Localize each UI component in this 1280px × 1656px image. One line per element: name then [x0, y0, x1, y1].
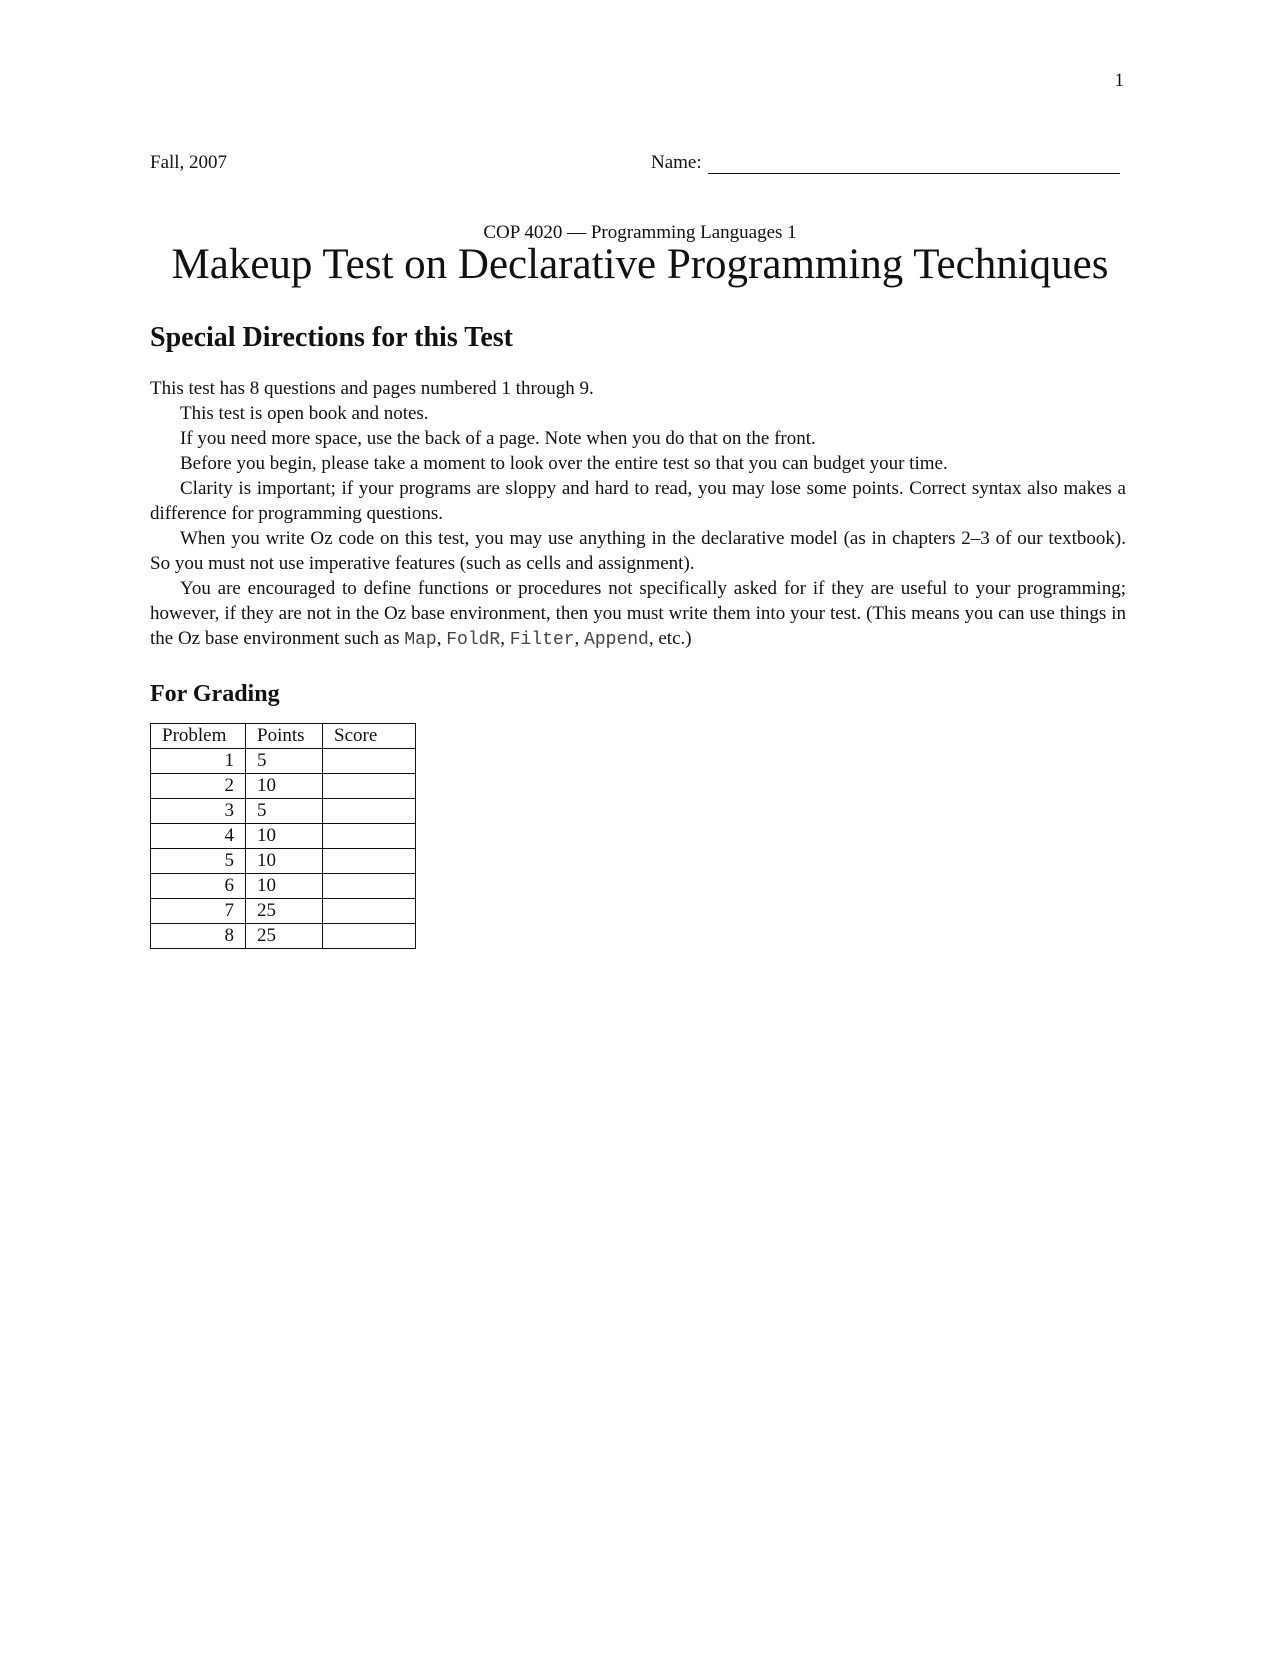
score-cell[interactable] [323, 874, 416, 899]
score-cell[interactable] [323, 824, 416, 849]
problem-cell: 3 [151, 799, 246, 824]
code-filter: Filter [509, 630, 575, 650]
column-header-points: Points [246, 724, 323, 749]
directions-paragraph-4: Before you begin, please take a moment to look over the entire test so that you can budget your time. [180, 453, 948, 474]
score-cell[interactable] [323, 799, 416, 824]
score-cell[interactable] [323, 924, 416, 949]
problem-cell: 4 [151, 824, 246, 849]
page-title: Makeup Test on Declarative Programming Techniques [171, 241, 1109, 288]
column-header-problem: Problem [151, 724, 246, 749]
table-row [151, 774, 416, 799]
table-row [151, 899, 416, 924]
name-blank-line [708, 155, 1120, 174]
points-cell: 5 [246, 749, 323, 774]
table-row [151, 799, 416, 824]
header-row [150, 152, 1126, 178]
directions-paragraph-2: This test is open book and notes. [180, 403, 429, 424]
column-header-score: Score [323, 724, 416, 749]
problem-cell: 8 [151, 924, 246, 949]
separator: , [500, 628, 510, 649]
directions-paragraph-7-end: , etc.) [648, 628, 692, 649]
course-subtitle: COP 4020 — Programming Languages 1 [483, 222, 797, 243]
table-row [151, 824, 416, 849]
separator: , [574, 628, 585, 649]
code-map: Map [404, 630, 437, 650]
points-cell: 10 [246, 774, 323, 799]
problem-cell: 1 [151, 749, 246, 774]
directions-paragraph-1: This test has 8 questions and pages numbered 1 through 9. [150, 378, 594, 399]
score-cell[interactable] [323, 749, 416, 774]
score-cell[interactable] [323, 774, 416, 799]
directions-paragraph-3: If you need more space, use the back of a page. Note when you do that on the front. [180, 428, 816, 449]
grading-header-row [151, 724, 416, 749]
score-cell[interactable] [323, 899, 416, 924]
directions-paragraph-6: When you write Oz code on this test, you may use anything in the declarative model (as in chapters 2–3 of our textbook). So you must not use imperative features (such as cells and assignment). [150, 528, 1126, 574]
table-row [151, 874, 416, 899]
table-row [151, 749, 416, 774]
table-row [151, 849, 416, 874]
code-foldr: FoldR [446, 630, 501, 650]
points-cell: 10 [246, 849, 323, 874]
points-cell: 5 [246, 799, 323, 824]
points-cell: 25 [246, 924, 323, 949]
points-cell: 10 [246, 824, 323, 849]
problem-cell: 2 [151, 774, 246, 799]
directions-paragraph-7 [150, 576, 1126, 653]
directions-heading: Special Directions for this Test [150, 322, 513, 353]
code-append: Append [584, 630, 649, 650]
problem-cell: 7 [151, 899, 246, 924]
grading-heading: For Grading [150, 681, 280, 707]
points-cell: 25 [246, 899, 323, 924]
table-row [151, 924, 416, 949]
score-cell[interactable] [323, 849, 416, 874]
problem-cell: 6 [151, 874, 246, 899]
term-label: Fall, 2007 [150, 152, 228, 173]
directions-paragraph-5: Clarity is important; if your programs are sloppy and hard to read, you may lose some points. Correct syntax also makes a difference for programming questions. [150, 478, 1126, 524]
problem-cell: 5 [151, 849, 246, 874]
directions-paragraph-7-text: You are encouraged to define functions or procedures not specifically asked for if they are useful to your programming; however, if they are not in the Oz base environment, then you must write them into your test. (This means you can use things in the Oz base environment such as [150, 578, 1126, 649]
name-label: Name: [651, 152, 702, 173]
page-number: 1 [1114, 70, 1124, 91]
separator: , [436, 628, 447, 649]
grading-table [150, 723, 416, 949]
name-field [651, 152, 1120, 174]
points-cell: 10 [246, 874, 323, 899]
directions-body [150, 376, 1126, 653]
